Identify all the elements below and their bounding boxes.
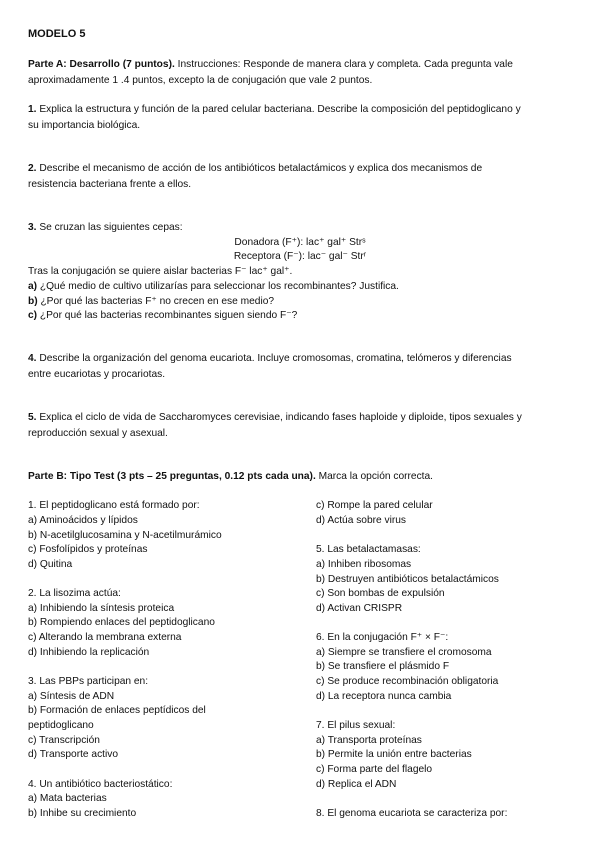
list-item: b) Rompiendo enlaces del peptidoglicano [28,617,215,628]
question-5-line1 [28,411,522,425]
question-3b [28,295,274,309]
question-3b-text: ¿Por qué las bacterias F⁺ no crecen en ese medio? [37,296,275,307]
list-item: b) Destruyen antibióticos betalactámicos [316,574,499,585]
list-item: 6. En la conjugación F⁺ × F⁻: [316,632,449,643]
list-item: 3. Las PBPs participan en: [28,676,149,687]
question-3-donor-strain: Donadora (F⁺): lac⁺ gal⁺ Strˢ [234,237,366,248]
question-1-line1 [28,103,521,117]
list-item: b) Se transfiere el plásmido F [316,661,450,672]
part-b-heading: Parte B: Tipo Test (3 pts – 25 preguntas, 0.12 pts cada una). [28,471,316,482]
list-item: d) Transporte activo [28,749,119,760]
question-3-number: 3. [28,222,37,233]
question-2-line1 [28,162,482,176]
part-a-heading: Parte A: Desarrollo (7 puntos). [28,59,175,70]
question-5-text: Explica el ciclo de vida de Saccharomyces cerevisiae, indicando fases haploide y diploide, tipos sexuales y [36,412,522,423]
list-item: b) Permite la unión entre bacterias [316,749,472,760]
part-a-instructions-line1 [28,58,513,72]
question-3-context: Tras la conjugación se quiere aislar bacterias F⁻ lac⁺ gal⁺. [28,266,293,277]
list-item: b) Formación de enlaces peptídicos del [28,705,206,716]
page-title: MODELO 5 [28,28,86,40]
question-4-line1 [28,352,512,366]
list-item: a) Aminoácidos y lípidos [28,515,138,526]
question-5-line2: reproducción sexual y asexual. [28,428,168,439]
list-item: 7. El pilus sexual: [316,720,396,731]
list-item: a) Inhiben ribosomas [316,559,412,570]
question-4-line2: entre eucariotas y procariotas. [28,369,166,380]
list-item: c) Rompe la pared celular [316,500,433,511]
question-2-number: 2. [28,163,37,174]
list-item: c) Se produce recombinación obligatoria [316,676,499,687]
question-4-text: Describe la organización del genoma eucariota. Incluye cromosomas, cromatina, telómeros y diferencias [36,353,512,364]
question-3c [28,309,297,323]
list-item: 4. Un antibiótico bacteriostático: [28,779,173,790]
question-3-intro [28,221,183,235]
list-item: 8. El genoma eucariota se caracteriza por: [316,808,508,819]
part-a-instructions-line2: aproximadamente 1 .4 puntos, excepto la de conjugación que vale 2 puntos. [28,75,373,86]
question-3a [28,280,399,294]
question-4-number: 4. [28,353,37,364]
question-3a-text: ¿Qué medio de cultivo utilizarías para seleccionar los recombinantes? Justifica. [37,281,399,292]
part-b-instruction: Marca la opción correcta. [315,471,433,482]
list-item: c) Forma parte del flagelo [316,764,433,775]
list-item: b) Inhibe su crecimiento [28,808,137,819]
question-1-line2: su importancia biológica. [28,120,141,131]
list-item: a) Transporta proteínas [316,735,422,746]
question-3b-label: b) [28,296,38,307]
question-3-text: Se cruzan las siguientes cepas: [36,222,183,233]
list-item: d) Quitina [28,559,73,570]
list-item: d) Activan CRISPR [316,603,403,614]
list-item: 5. Las betalactamasas: [316,544,421,555]
list-item: c) Transcripción [28,735,100,746]
question-3c-text: ¿Por qué las bacterias recombinantes siguen siendo F⁻? [37,310,298,321]
part-a-instructions: Instrucciones: Responde de manera clara y completa. Cada pregunta vale [174,59,513,70]
list-item: d) Replica el ADN [316,779,397,790]
list-item: a) Inhibiendo la síntesis proteica [28,603,175,614]
list-item: a) Mata bacterias [28,793,107,804]
list-item: c) Fosfolípidos y proteínas [28,544,148,555]
question-3-recipient-strain: Receptora (F⁻): lac⁻ gal⁻ Strʳ [233,251,367,262]
part-b-heading-line [28,470,433,484]
list-item: a) Síntesis de ADN [28,691,115,702]
list-item: b) N-acetilglucosamina y N-acetilmurámico [28,530,222,541]
question-1-text: Explica la estructura y función de la pared celular bacteriana. Describe la composición del peptidoglicano y [36,104,521,115]
list-item: d) Actúa sobre virus [316,515,407,526]
question-1-number: 1. [28,104,37,115]
list-item: d) La receptora nunca cambia [316,691,452,702]
question-3a-label: a) [28,281,38,292]
list-item: 1. El peptidoglicano está formado por: [28,500,200,511]
question-3c-label: c) [28,310,38,321]
list-item: c) Alterando la membrana externa [28,632,182,643]
list-item: a) Siempre se transfiere el cromosoma [316,647,492,658]
list-item: 2. La lisozima actúa: [28,588,121,599]
question-2-text: Describe el mecanismo de acción de los antibióticos betalactámicos y explica dos mecanismos de [36,163,483,174]
list-item: c) Son bombas de expulsión [316,588,445,599]
question-5-number: 5. [28,412,37,423]
question-2-line2: resistencia bacteriana frente a ellos. [28,179,192,190]
list-item: d) Inhibiendo la replicación [28,647,150,658]
list-item: peptidoglicano [28,720,94,731]
